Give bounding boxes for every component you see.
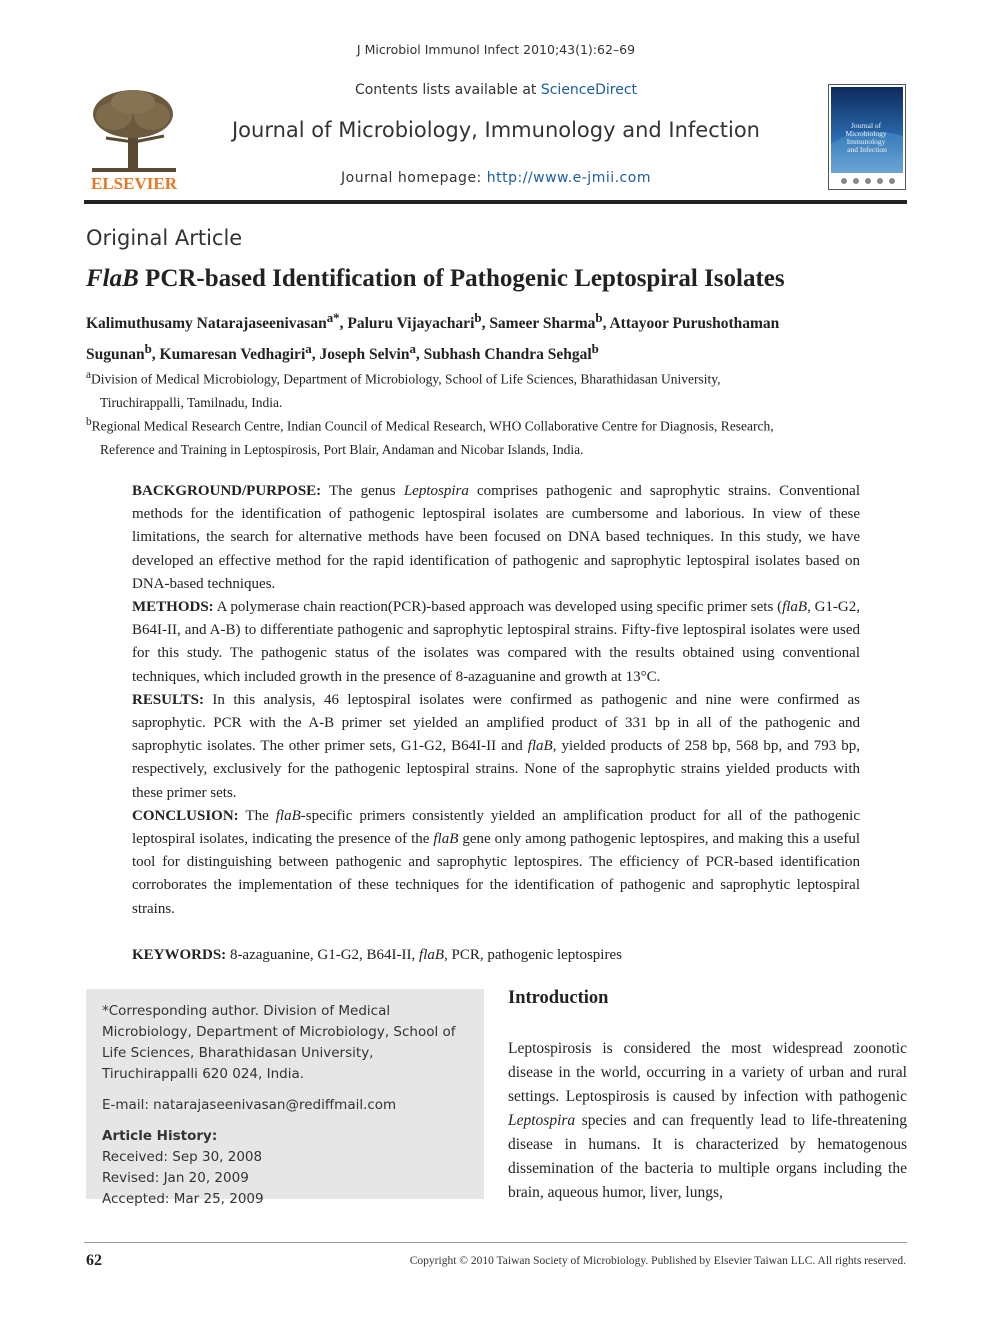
journal-title: Journal of Microbiology, Immunology and Infection bbox=[231, 118, 760, 142]
journal-homepage: Journal homepage: http://www.e-jmii.com bbox=[341, 170, 651, 186]
correspondence-content bbox=[102, 1001, 472, 1210]
author: Kumaresan Vedhagiri$^a$, bbox=[159, 341, 320, 364]
revised-date: Revised: Jan 20, 2009 bbox=[102, 1170, 249, 1186]
corresponding-author: *Corresponding author. Division of Medical Microbiology, Department of Microbiology, School of Life Sciences, Bharathidasan University, Tiruchirappalli 620 024, India. bbox=[102, 1003, 456, 1082]
author-list bbox=[86, 305, 886, 367]
abstract-results: RESULTS: In this analysis, 46 leptospiral isolates were confirmed as pathogenic and nine were confirmed as saprophytic. PCR with the A-B primer set yielded an amplified product of 331 bp in all of the pathogenic and saprophytic isolates. The other primer sets, G1-G2, B64I-II and flaB, yielded products of 258 bp, 568 bp, and 793 bp, respectively, exclusively for the pathogenic leptospiral strains. None of the saprophytic strains yielded products with these primer sets. bbox=[132, 691, 860, 801]
footer-rule bbox=[84, 1242, 907, 1243]
abstract-background: BACKGROUND/PURPOSE: The genus Leptospira comprises pathogenic and saprophytic strains. Conventional methods for the identification of pathogenic leptospiral isolates are cumbersome and laborious. In view of these limitations, the search for alternative methods have been focused on DNA based techniques. In this study, we have developed an effective method for the rapid identification of pathogenic and saprophytic leptospiral isolates based on DNA-based techniques. bbox=[132, 483, 860, 592]
authors-line-2 bbox=[86, 336, 886, 367]
sciencedirect-link[interactable]: ScienceDirect bbox=[540, 82, 638, 98]
copyright-notice: Copyright © 2010 Taiwan Society of Microbiology. Published by Elsevier Taiwan LLC. All rights reserved. bbox=[409, 1255, 906, 1267]
author: Attayoor Purushothaman bbox=[609, 315, 780, 333]
affiliation-b: $^b$Regional Medical Research Centre, Indian Council of Medical Research, WHO Collaborative Centre for Diagnosis, Research, Reference and Training in Leptospirosis, Port Blair, Andaman and Nicobar Islands, India. bbox=[86, 416, 774, 457]
article-history-label: Article History: bbox=[102, 1128, 218, 1144]
affiliation-a: $^a$Division of Medical Microbiology, Department of Microbiology, School of Life Sciences, Bharathidasan University, Tiruchirappalli, Tamilnadu, India. bbox=[86, 369, 721, 410]
contents-line: Contents lists available at ScienceDirect bbox=[354, 82, 638, 98]
accepted-date: Accepted: Mar 25, 2009 bbox=[102, 1191, 264, 1207]
article-type: Original Article bbox=[86, 226, 243, 250]
homepage-link[interactable]: http://www.e-jmii.com bbox=[486, 170, 651, 186]
author: Subhash Chandra Sehgal$^b$ bbox=[423, 341, 599, 364]
page-number: 62 bbox=[86, 1252, 102, 1269]
journal-cover bbox=[828, 84, 906, 190]
author: Joseph Selvin$^a$, bbox=[319, 341, 424, 364]
keywords: KEYWORDS: 8-azaguanine, G1-G2, B64I-II, flaB, PCR, pathogenic leptospires bbox=[132, 947, 622, 963]
abstract-methods: METHODS: A polymerase chain reaction(PCR)-based approach was developed using specific primer sets (flaB, G1-G2, B64I-II, and A-B) to differentiate pathogenic and saprophytic leptospiral strains. Fifty-five leptospiral isolates were used for this study. The pathogenic status of the isolates was compared with the results obtained using conventional techniques, which included growth in the presence of 8-azaguanine and growth at 13°C. bbox=[132, 599, 860, 685]
author: Paluru Vijayachari$^b$, bbox=[347, 310, 490, 333]
article-title: FlaB PCR-based Identification of Pathogenic Leptospiral Isolates bbox=[86, 265, 785, 292]
authors-line-1 bbox=[86, 305, 886, 336]
abstract-conclusion: CONCLUSION: The flaB-specific primers consistently yielded an amplification product for all of the pathogenic leptospiral isolates, indicating the presence of the flaB gene only among pathogenic leptospires, and making this a useful tool for distinguishing between pathogenic and saprophytic leptospires. The efficiency of PCR-based identification corroborates the implementation of these techniques for the identification of pathogenic and saprophytic leptospiral strains. bbox=[132, 807, 860, 917]
author: Kalimuthusamy Natarajaseenivasan$^{a*}$, bbox=[86, 310, 348, 333]
elsevier-logo-text: ELSEVIER bbox=[91, 174, 177, 192]
author: Sameer Sharma$^b$, bbox=[489, 310, 610, 333]
svg-text:Journal of Microbiology: Journal of Microbiology Immunology and Infection bbox=[845, 121, 887, 154]
introduction-text: Leptospirosis is considered the most widespread zoonotic disease in the world, occurring in a variety of urban and rural settings. Leptospirosis is caused by infection with pathogenic Leptospira species and can frequently lead to life-threatening disease in humans. It is characterized by hematogenous dissemination of the bacteria to multiple organs including the brain, aqueous humor, liver, lungs, bbox=[508, 1040, 907, 1201]
author: Sugunan$^b$, bbox=[86, 341, 160, 364]
introduction-heading: Introduction bbox=[508, 988, 609, 1008]
abstract bbox=[132, 480, 860, 921]
journal-citation: J Microbiol Immunol Infect 2010;43(1):62–69 bbox=[356, 42, 636, 57]
received-date: Received: Sep 30, 2008 bbox=[102, 1149, 263, 1165]
author-email: E-mail: natarajaseenivasan@rediffmail.com bbox=[102, 1097, 397, 1113]
header-rule bbox=[84, 200, 907, 204]
